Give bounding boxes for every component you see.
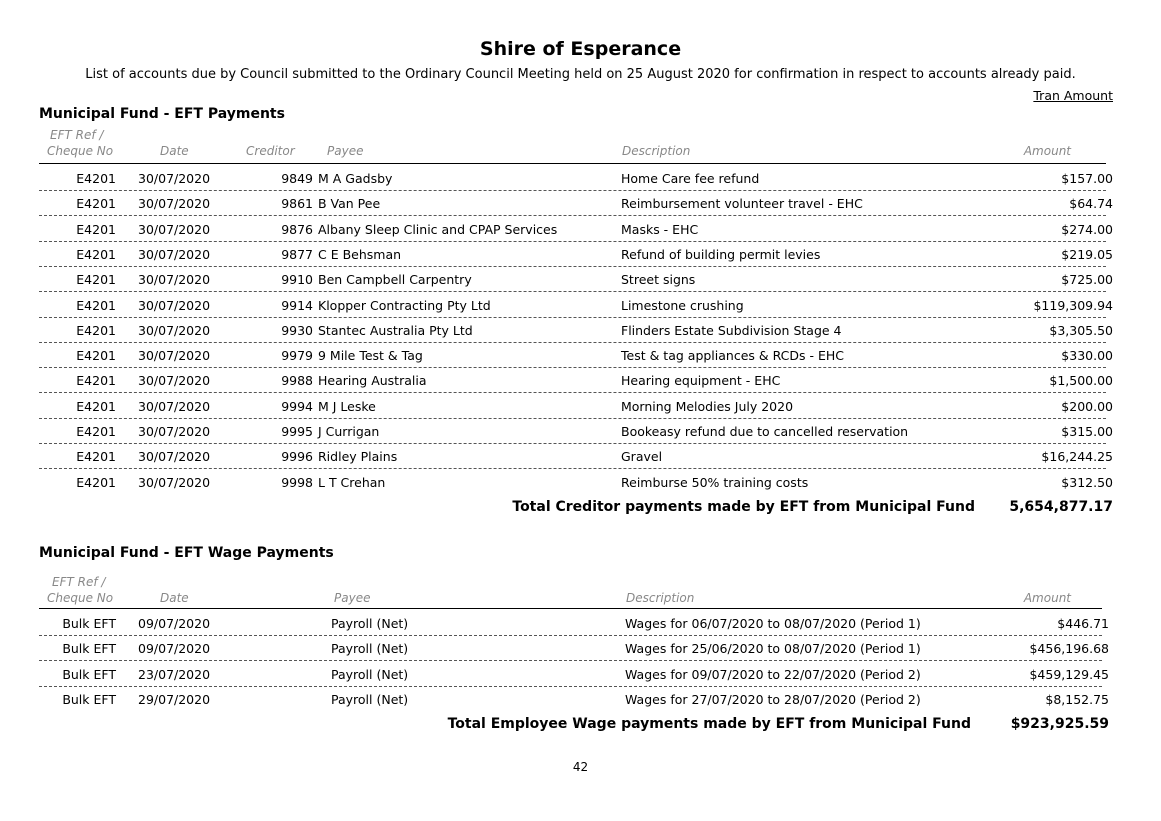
row-amount: $200.00 xyxy=(1061,398,1113,414)
wages-col-ref-line1: EFT Ref / xyxy=(52,575,106,589)
row-creditor: 9998 xyxy=(281,474,313,490)
table-row xyxy=(39,166,1113,191)
row-ref: E4201 xyxy=(76,474,116,490)
row-amount: $16,244.25 xyxy=(1041,449,1113,465)
row-ref: E4201 xyxy=(76,272,116,288)
row-creditor: 9910 xyxy=(281,272,313,288)
row-date: 30/07/2020 xyxy=(138,348,211,364)
row-ref: E4201 xyxy=(76,348,116,364)
row-creditor: 9994 xyxy=(281,398,313,414)
row-ref: E4201 xyxy=(76,221,116,237)
row-payee: Klopper Contracting Pty Ltd xyxy=(318,297,491,313)
row-creditor: 9877 xyxy=(281,246,313,262)
row-amount: $3,305.50 xyxy=(1049,322,1113,338)
row-amount: $119,309.94 xyxy=(1033,297,1113,313)
wages-section-title: Municipal Fund - EFT Wage Payments xyxy=(39,545,334,561)
row-description: Test & tag appliances & RCDs - EHC xyxy=(621,348,845,364)
table-row xyxy=(39,191,1113,216)
row-description: Wages for 27/07/2020 to 28/07/2020 (Period 2) xyxy=(625,691,921,707)
row-payee: J Currigan xyxy=(318,424,380,439)
row-creditor: 9930 xyxy=(281,322,313,338)
row-payee: Ben Campbell Carpentry xyxy=(318,272,472,288)
row-amount: $456,196.68 xyxy=(1029,641,1109,657)
row-payee: M J Leske xyxy=(318,398,376,414)
row-description: Refund of building permit levies xyxy=(621,246,821,262)
row-payee: Ridley Plains xyxy=(318,449,398,465)
row-ref: E4201 xyxy=(76,297,116,313)
row-creditor: 9996 xyxy=(281,449,313,465)
row-amount: $274.00 xyxy=(1061,221,1113,237)
row-date: 23/07/2020 xyxy=(138,666,211,682)
row-payee: Payroll (Net) xyxy=(331,691,409,707)
eft-section-title: Municipal Fund - EFT Payments xyxy=(39,106,285,122)
row-date: 09/07/2020 xyxy=(138,616,211,631)
table-row xyxy=(39,636,1109,661)
row-date: 30/07/2020 xyxy=(138,373,211,389)
row-creditor: 9988 xyxy=(281,373,313,389)
row-payee: Payroll (Net) xyxy=(331,641,409,657)
table-row xyxy=(39,611,1109,636)
row-amount: $459,129.45 xyxy=(1029,666,1109,682)
row-description: Morning Melodies July 2020 xyxy=(621,398,794,414)
row-date: 30/07/2020 xyxy=(138,297,211,313)
row-date: 30/07/2020 xyxy=(138,171,211,186)
wages-total-value: $923,925.59 xyxy=(1010,716,1109,732)
row-ref: E4201 xyxy=(76,171,116,186)
eft-total-label: Total Creditor payments made by EFT from Municipal Fund xyxy=(512,499,975,515)
wages-col-date: Date xyxy=(160,591,189,605)
table-row xyxy=(39,217,1113,242)
row-creditor: 9876 xyxy=(281,221,313,237)
table-row xyxy=(39,662,1109,687)
row-ref: E4201 xyxy=(76,196,116,212)
row-description: Limestone crushing xyxy=(621,297,744,313)
eft-col-date: Date xyxy=(160,144,189,158)
wages-col-ref-line2: Cheque No xyxy=(47,591,114,605)
row-amount: $157.00 xyxy=(1061,171,1113,186)
row-ref: E4201 xyxy=(76,449,116,465)
table-row xyxy=(39,343,1113,368)
eft-col-ref-line2: Cheque No xyxy=(47,144,114,158)
table-row xyxy=(39,293,1113,318)
row-creditor: 9914 xyxy=(281,297,313,313)
row-date: 30/07/2020 xyxy=(138,424,211,439)
wages-col-amount: Amount xyxy=(1023,591,1071,605)
row-amount: $330.00 xyxy=(1061,348,1113,364)
row-payee: C E Behsman xyxy=(318,246,402,262)
table-row xyxy=(39,368,1113,393)
row-date: 30/07/2020 xyxy=(138,272,211,288)
row-description: Hearing equipment - EHC xyxy=(621,373,781,389)
eft-col-description: Description xyxy=(622,144,691,158)
row-description: Wages for 06/07/2020 to 08/07/2020 (Period 1) xyxy=(625,616,921,631)
eft-col-creditor: Creditor xyxy=(246,144,295,158)
eft-total-value: 5,654,877.17 xyxy=(1009,499,1113,515)
table-row xyxy=(39,318,1113,343)
row-amount: $8,152.75 xyxy=(1045,691,1109,707)
row-amount: $219.05 xyxy=(1061,246,1113,262)
row-payee: Payroll (Net) xyxy=(331,616,409,631)
page-number: 42 xyxy=(572,760,589,774)
row-payee: L T Crehan xyxy=(318,474,386,490)
row-creditor: 9861 xyxy=(281,196,313,212)
row-payee: Stantec Australia Pty Ltd xyxy=(318,322,473,338)
row-payee: B Van Pee xyxy=(318,196,381,212)
row-ref: E4201 xyxy=(76,322,116,338)
row-ref: Bulk EFT xyxy=(62,616,116,631)
row-date: 30/07/2020 xyxy=(138,246,211,262)
row-ref: E4201 xyxy=(76,373,116,389)
row-description: Reimbursement volunteer travel - EHC xyxy=(621,196,863,212)
table-row xyxy=(39,419,1113,444)
eft-col-amount: Amount xyxy=(1023,144,1071,158)
row-ref: Bulk EFT xyxy=(62,641,116,657)
row-payee: M A Gadsby xyxy=(318,171,393,186)
row-description: Bookeasy refund due to cancelled reservation xyxy=(621,424,909,439)
table-row xyxy=(39,687,1109,712)
eft-header-rule xyxy=(39,163,1106,164)
eft-col-ref-line1: EFT Ref / xyxy=(50,128,104,142)
row-date: 30/07/2020 xyxy=(138,221,211,237)
row-date: 30/07/2020 xyxy=(138,196,211,212)
table-row xyxy=(39,242,1113,267)
row-date: 30/07/2020 xyxy=(138,449,211,465)
table-row xyxy=(39,444,1113,469)
row-payee: Hearing Australia xyxy=(318,373,427,389)
row-payee: 9 Mile Test & Tag xyxy=(318,348,423,364)
row-description: Masks - EHC xyxy=(621,221,699,237)
row-ref: Bulk EFT xyxy=(62,691,116,707)
table-row xyxy=(39,394,1113,419)
row-amount: $312.50 xyxy=(1061,474,1113,490)
row-description: Street signs xyxy=(621,272,696,288)
row-amount: $64.74 xyxy=(1069,196,1113,212)
table-row xyxy=(39,267,1113,292)
row-payee: Albany Sleep Clinic and CPAP Services xyxy=(318,221,558,237)
wages-header-rule xyxy=(39,608,1102,609)
tran-amount-label: Tran Amount xyxy=(1033,88,1113,103)
row-description: Gravel xyxy=(621,449,663,465)
row-date: 30/07/2020 xyxy=(138,398,211,414)
row-creditor: 9995 xyxy=(281,424,313,439)
wages-col-description: Description xyxy=(626,591,695,605)
row-amount: $725.00 xyxy=(1061,272,1113,288)
row-creditor: 9849 xyxy=(281,171,313,186)
eft-col-payee: Payee xyxy=(327,144,364,158)
page-title: Shire of Esperance xyxy=(479,38,682,60)
wages-total-label: Total Employee Wage payments made by EFT from Municipal Fund xyxy=(447,716,971,732)
row-date: 29/07/2020 xyxy=(138,691,211,707)
page-subtitle: List of accounts due by Council submitted to the Ordinary Council Meeting held on 25 August 2020 for confirmation in respect to accounts already paid. xyxy=(85,67,1076,82)
row-ref: E4201 xyxy=(76,398,116,414)
row-ref: E4201 xyxy=(76,246,116,262)
row-creditor: 9979 xyxy=(281,348,313,364)
wages-col-payee: Payee xyxy=(334,591,371,605)
row-date: 30/07/2020 xyxy=(138,322,211,338)
row-date: 09/07/2020 xyxy=(138,641,211,657)
row-description: Wages for 09/07/2020 to 22/07/2020 (Period 2) xyxy=(625,666,921,682)
row-ref: Bulk EFT xyxy=(62,666,116,682)
row-ref: E4201 xyxy=(76,424,116,439)
row-amount: $315.00 xyxy=(1061,424,1113,439)
table-row xyxy=(39,470,1113,495)
row-date: 30/07/2020 xyxy=(138,474,211,490)
row-description: Reimburse 50% training costs xyxy=(621,474,809,490)
row-description: Wages for 25/06/2020 to 08/07/2020 (Period 1) xyxy=(625,641,921,657)
row-payee: Payroll (Net) xyxy=(331,666,409,682)
row-description: Home Care fee refund xyxy=(621,171,760,186)
row-amount: $1,500.00 xyxy=(1049,373,1113,389)
row-amount: $446.71 xyxy=(1057,616,1109,631)
row-description: Flinders Estate Subdivision Stage 4 xyxy=(621,322,842,338)
